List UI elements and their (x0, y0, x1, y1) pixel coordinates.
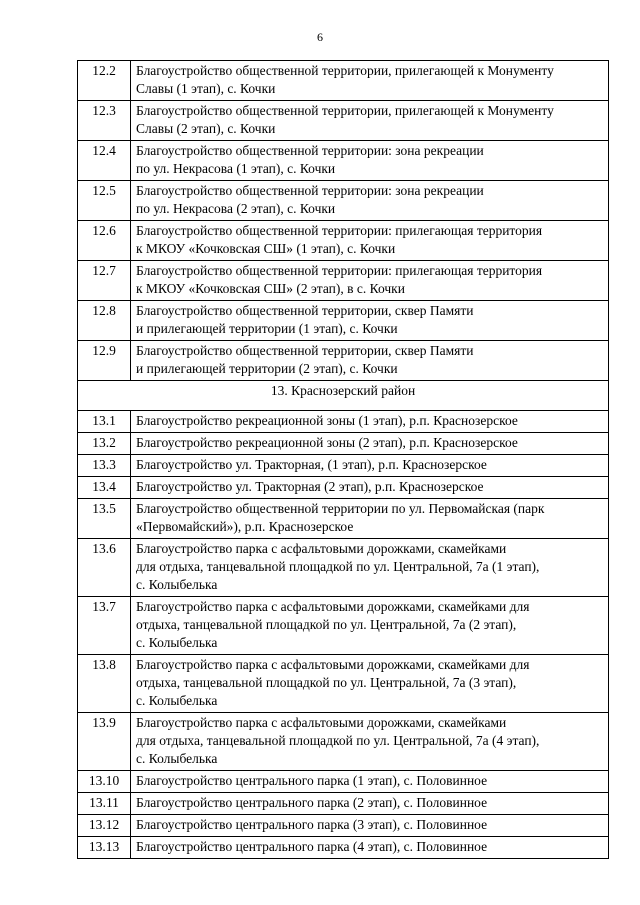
row-description: Благоустройство парка с асфальтовыми дорожками, скамейками для отдыха, танцевальной площадкой по ул. Центральной, 7а (2 этап), с. Колыбелька (131, 597, 609, 655)
table-row (78, 101, 609, 141)
row-number: 12.5 (78, 181, 131, 221)
table-row (78, 597, 609, 655)
table-row (78, 61, 609, 101)
table-row (78, 539, 609, 597)
row-number: 13.5 (78, 499, 131, 539)
table-row (78, 341, 609, 381)
row-description: Благоустройство общественной территории, прилегающей к Монументу Славы (2 этап), с. Кочки (131, 101, 609, 141)
row-number: 12.3 (78, 101, 131, 141)
table-row (78, 301, 609, 341)
row-number: 13.11 (78, 793, 131, 815)
table-row (78, 793, 609, 815)
row-description: Благоустройство рекреационной зоны (2 этап), р.п. Краснозерское (131, 433, 609, 455)
row-number: 13.4 (78, 477, 131, 499)
table-row (78, 411, 609, 433)
row-number: 12.4 (78, 141, 131, 181)
row-description: Благоустройство общественной территории: зона рекреации по ул. Некрасова (2 этап), с. Кочки (131, 181, 609, 221)
row-number: 13.8 (78, 655, 131, 713)
row-description: Благоустройство общественной территории: прилегающая территория к МКОУ «Кочковская СШ» (1 этап), с. Кочки (131, 221, 609, 261)
section-title: 13. Краснозерский район (78, 381, 609, 411)
row-number: 13.1 (78, 411, 131, 433)
projects-table (77, 60, 609, 859)
row-description: Благоустройство общественной территории по ул. Первомайская (парк «Первомайский»), р.п. Краснозерское (131, 499, 609, 539)
table-row (78, 141, 609, 181)
row-description: Благоустройство общественной территории, сквер Памяти и прилегающей территории (2 этап), с. Кочки (131, 341, 609, 381)
row-number: 13.7 (78, 597, 131, 655)
row-description: Благоустройство центрального парка (4 этап), с. Половинное (131, 837, 609, 859)
row-number: 13.6 (78, 539, 131, 597)
table-row (78, 499, 609, 539)
row-description: Благоустройство парка с асфальтовыми дорожками, скамейками для отдыха, танцевальной площадкой по ул. Центральной, 7а (4 этап), с. Колыбелька (131, 713, 609, 771)
section-header-row (78, 381, 609, 411)
table-row (78, 455, 609, 477)
table-row (78, 261, 609, 301)
row-number: 13.10 (78, 771, 131, 793)
table-row (78, 181, 609, 221)
row-number: 13.12 (78, 815, 131, 837)
row-number: 12.9 (78, 341, 131, 381)
row-description: Благоустройство общественной территории: прилегающая территория к МКОУ «Кочковская СШ» (2 этап), в с. Кочки (131, 261, 609, 301)
row-number: 12.2 (78, 61, 131, 101)
table-row (78, 433, 609, 455)
row-number: 13.9 (78, 713, 131, 771)
table-row (78, 815, 609, 837)
row-number: 13.2 (78, 433, 131, 455)
table-row (78, 837, 609, 859)
row-description: Благоустройство ул. Тракторная (2 этап), р.п. Краснозерское (131, 477, 609, 499)
table-row (78, 713, 609, 771)
row-description: Благоустройство ул. Тракторная, (1 этап), р.п. Краснозерское (131, 455, 609, 477)
table-row (78, 221, 609, 261)
row-description: Благоустройство общественной территории, прилегающей к Монументу Славы (1 этап), с. Кочки (131, 61, 609, 101)
table-row (78, 771, 609, 793)
row-number: 13.13 (78, 837, 131, 859)
row-description: Благоустройство общественной территории, сквер Памяти и прилегающей территории (1 этап), с. Кочки (131, 301, 609, 341)
row-number: 12.8 (78, 301, 131, 341)
row-description: Благоустройство центрального парка (3 этап), с. Половинное (131, 815, 609, 837)
row-description: Благоустройство парка с асфальтовыми дорожками, скамейками для отдыха, танцевальной площадкой по ул. Центральной, 7а (3 этап), с. Колыбелька (131, 655, 609, 713)
row-number: 12.6 (78, 221, 131, 261)
page-number: 6 (317, 30, 323, 44)
row-description: Благоустройство центрального парка (1 этап), с. Половинное (131, 771, 609, 793)
row-description: Благоустройство центрального парка (2 этап), с. Половинное (131, 793, 609, 815)
row-description: Благоустройство парка с асфальтовыми дорожками, скамейками для отдыха, танцевальной площадкой по ул. Центральной, 7а (1 этап), с. Колыбелька (131, 539, 609, 597)
table-body (78, 61, 609, 859)
table-row (78, 655, 609, 713)
row-description: Благоустройство рекреационной зоны (1 этап), р.п. Краснозерское (131, 411, 609, 433)
table-row (78, 477, 609, 499)
row-number: 13.3 (78, 455, 131, 477)
row-description: Благоустройство общественной территории: зона рекреации по ул. Некрасова (1 этап), с. Кочки (131, 141, 609, 181)
row-number: 12.7 (78, 261, 131, 301)
